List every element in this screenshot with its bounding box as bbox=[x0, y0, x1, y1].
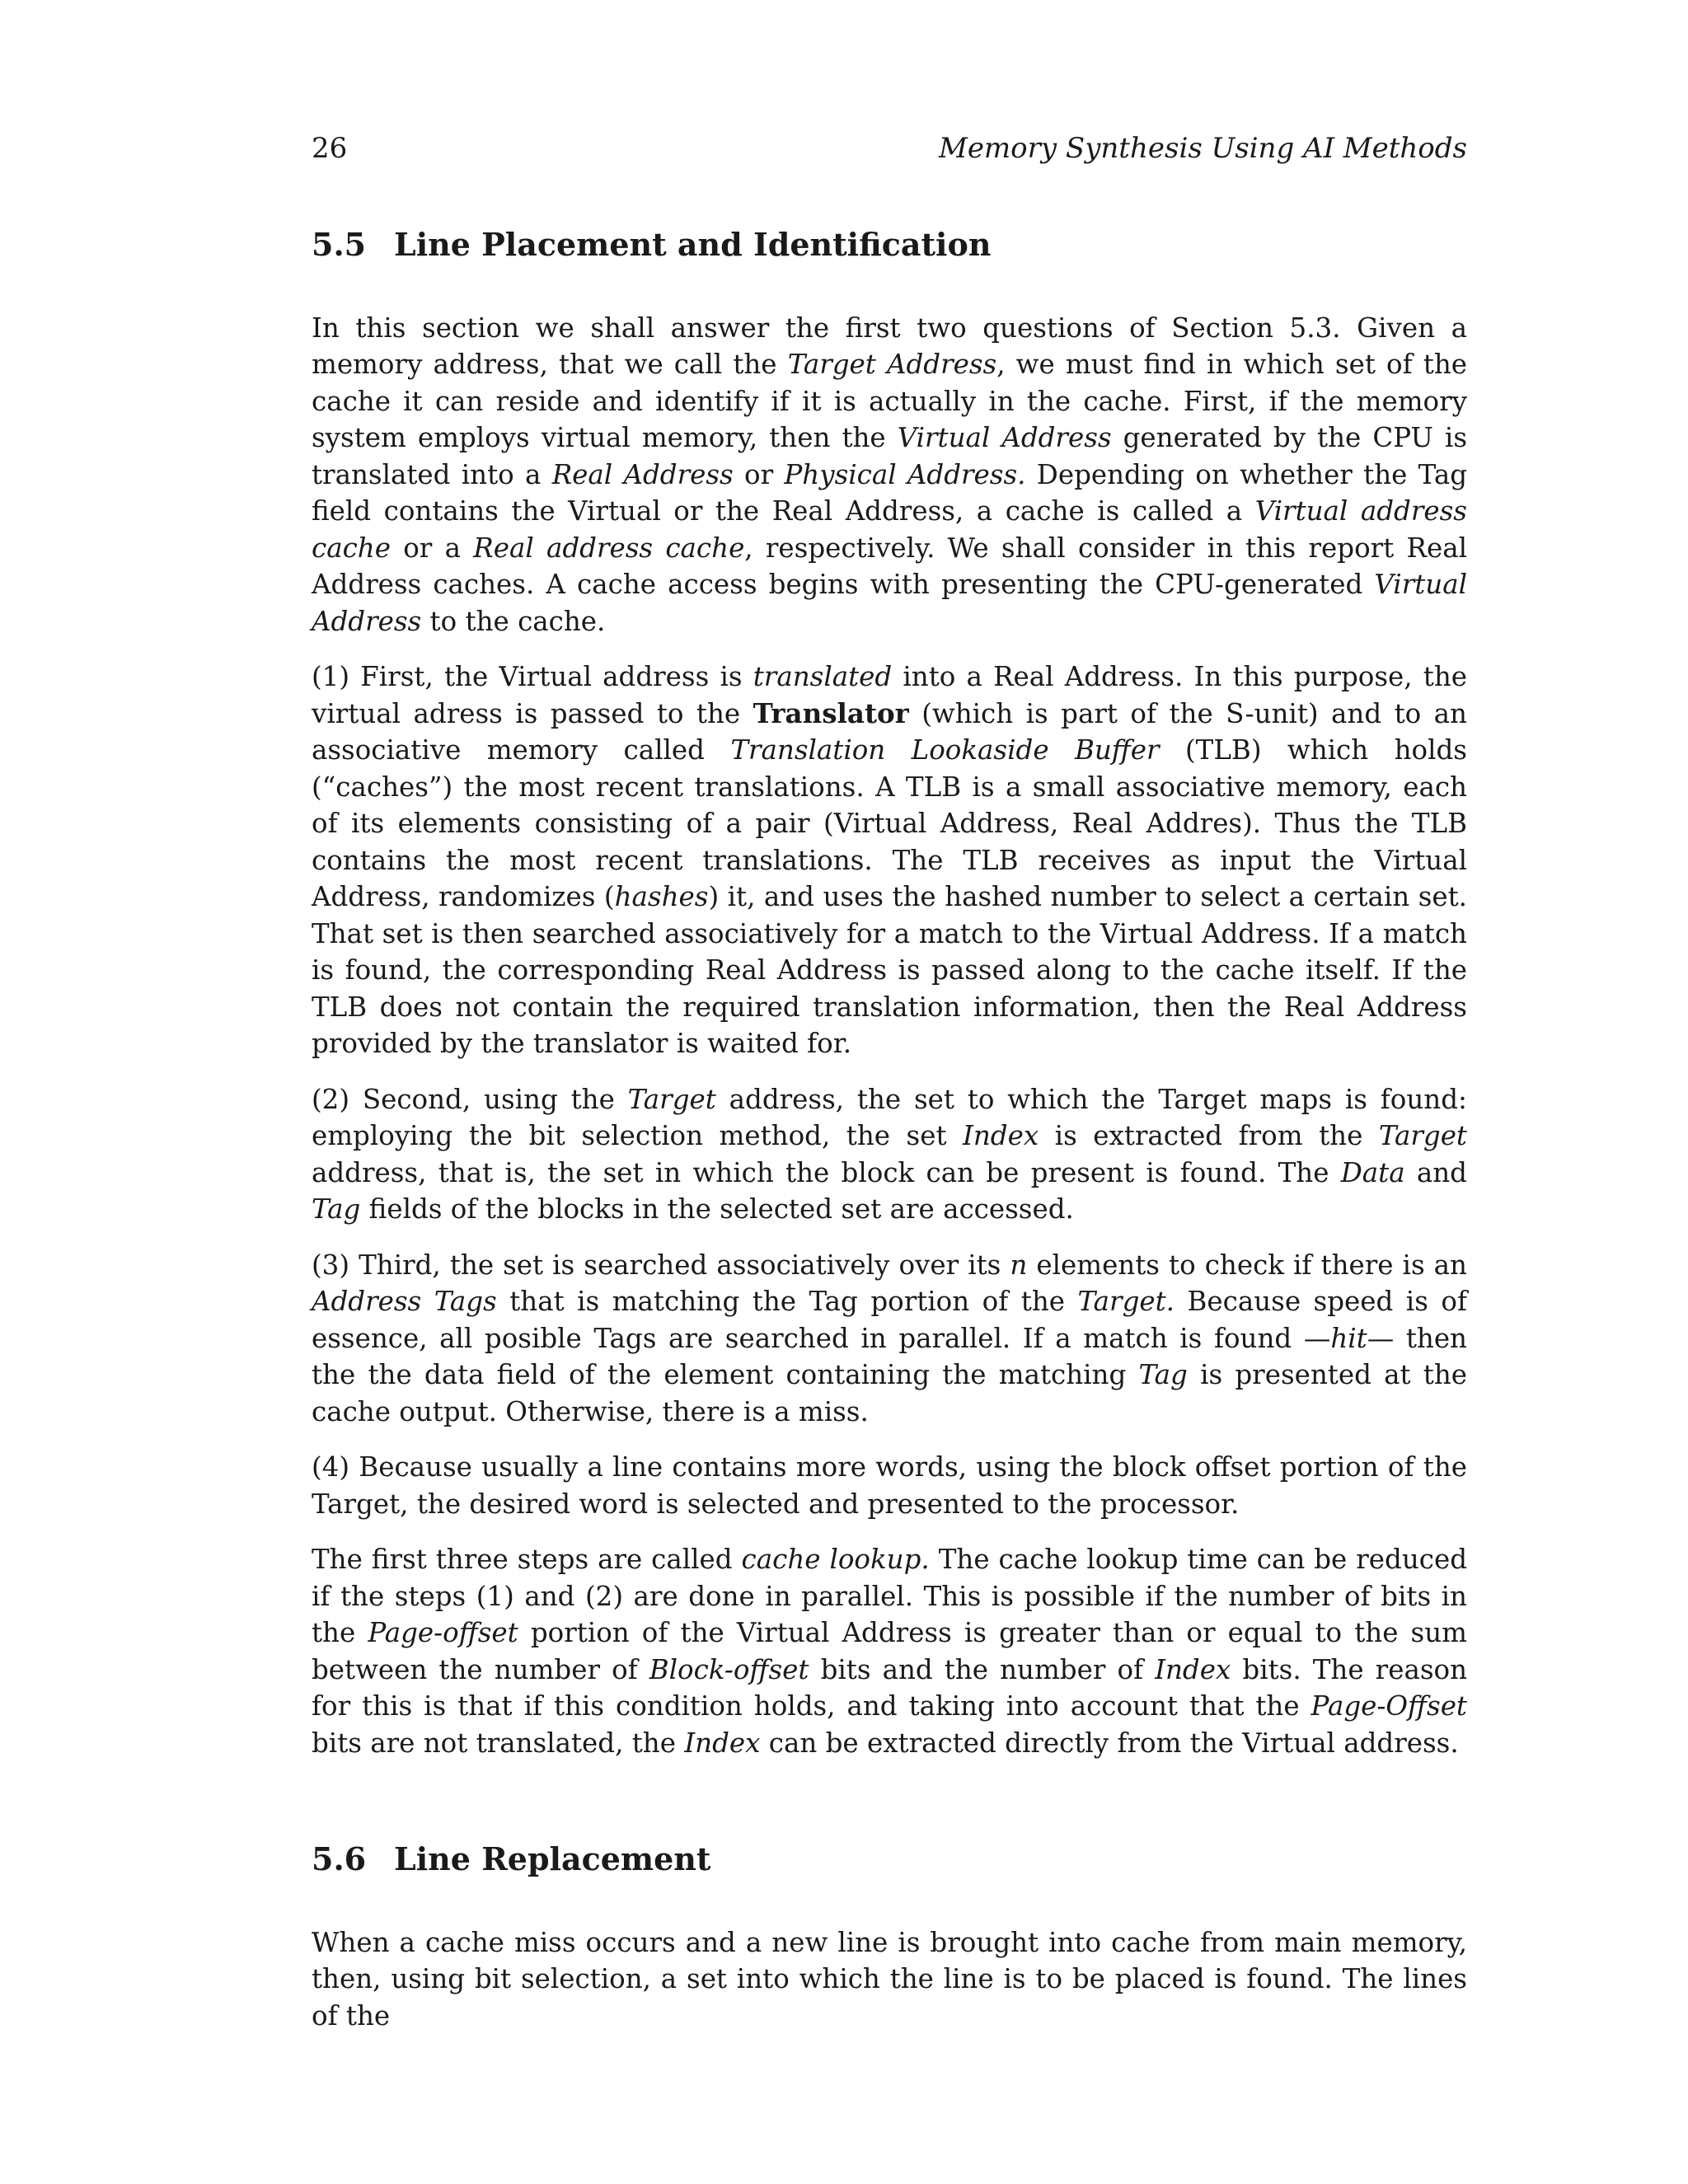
paragraph-step-1: (1) First, the Virtual address is translated into a Real Address. In this purpose, the virtual adress is passed to the Translator (which is part of the S-unit) and to an associative memory called Translation Lookaside Buffer (TLB) which holds (“caches”) the most recent translations. A TLB is a small associative memory, each of its elements consisting of a pair (Virtual Address, Real Addres). Thus the TLB contains the most recent translations. The TLB receives as input the Virtual Address, randomizes (hashes) it, and uses the hashed number to select a certain set. That set is then searched associatively for a match to the Virtual Address. If a match is found, the corresponding Real Address is passed along to the cache itself. If the TLB does not contain the required translation information, then the Real Address provided by the translator is waited for. bbox=[312, 661, 1468, 1060]
page-number: 26 bbox=[312, 132, 348, 165]
section-number: 5.6 bbox=[312, 1840, 367, 1878]
document-page bbox=[312, 132, 1467, 2034]
paragraph-step-4: (4) Because usually a line contains more words, using the block offset portion of the Target, the desired word is selected and presented to the processor. bbox=[312, 1451, 1467, 1520]
running-header bbox=[312, 132, 1467, 168]
paragraph-step-2: (2) Second, using the Target address, the set to which the Target maps is found: employing the bit selection method, the set Index is extracted from the Target address, that is, the set in which the block can be present is found. The Data and Tag fields of the blocks in the selected set are accessed. bbox=[312, 1083, 1467, 1226]
paragraph-step-3: (3) Third, the set is searched associatively over its n elements to check if there is an Address Tags that is matching the Tag portion of the Target. Because speed is of essence, all posible Tags are searched in parallel. If a match is found —hit— then the the data field of the element containing the matching Tag is presented at the cache output. Otherwise, there is a miss. bbox=[312, 1249, 1467, 1427]
running-title: Memory Synthesis Using AI Methods bbox=[939, 132, 1467, 165]
section-number: 5.5 bbox=[312, 226, 367, 263]
section-heading-5-6 bbox=[312, 1840, 1467, 1878]
section-heading-5-5 bbox=[312, 226, 1467, 264]
paragraph-line-replacement: When a cache miss occurs and a new line is brought into cache from main memory, then, using bit selection, a set into which the line is to be placed is found. The lines of the bbox=[312, 1926, 1467, 2032]
paragraph-cache-lookup: The first three steps are called cache lookup. The cache lookup time can be reduced if the steps (1) and (2) are done in parallel. This is possible if the number of bits in the Page-offset portion of the Virtual Address is greater than or equal to the sum between the number of Block-offset bits and the number of Index bits. The reason for this is that if this condition holds, and taking into account that the Page-Offset bits are not translated, the Index can be extracted directly from the Virtual address. bbox=[312, 1544, 1468, 1759]
paragraph-intro: In this section we shall answer the first two questions of Section 5.3. Given a memory address, that we call the Target Address, we must find in which set of the cache it can reside and identify if it is actually in the cache. First, if the memory system employs virtual memory, then the Virtual Address generated by the CPU is translated into a Real Address or Physical Address. Depending on whether the Tag field contains the Virtual or the Real Address, a cache is called a Virtual address cache or a Real address cache, respectively. We shall consider in this report Real Address caches. A cache access begins with presenting the CPU-generated Virtual Address to the cache. bbox=[312, 312, 1468, 637]
section-title: Line Placement and Identification bbox=[394, 226, 992, 263]
section-title: Line Replacement bbox=[394, 1840, 711, 1878]
